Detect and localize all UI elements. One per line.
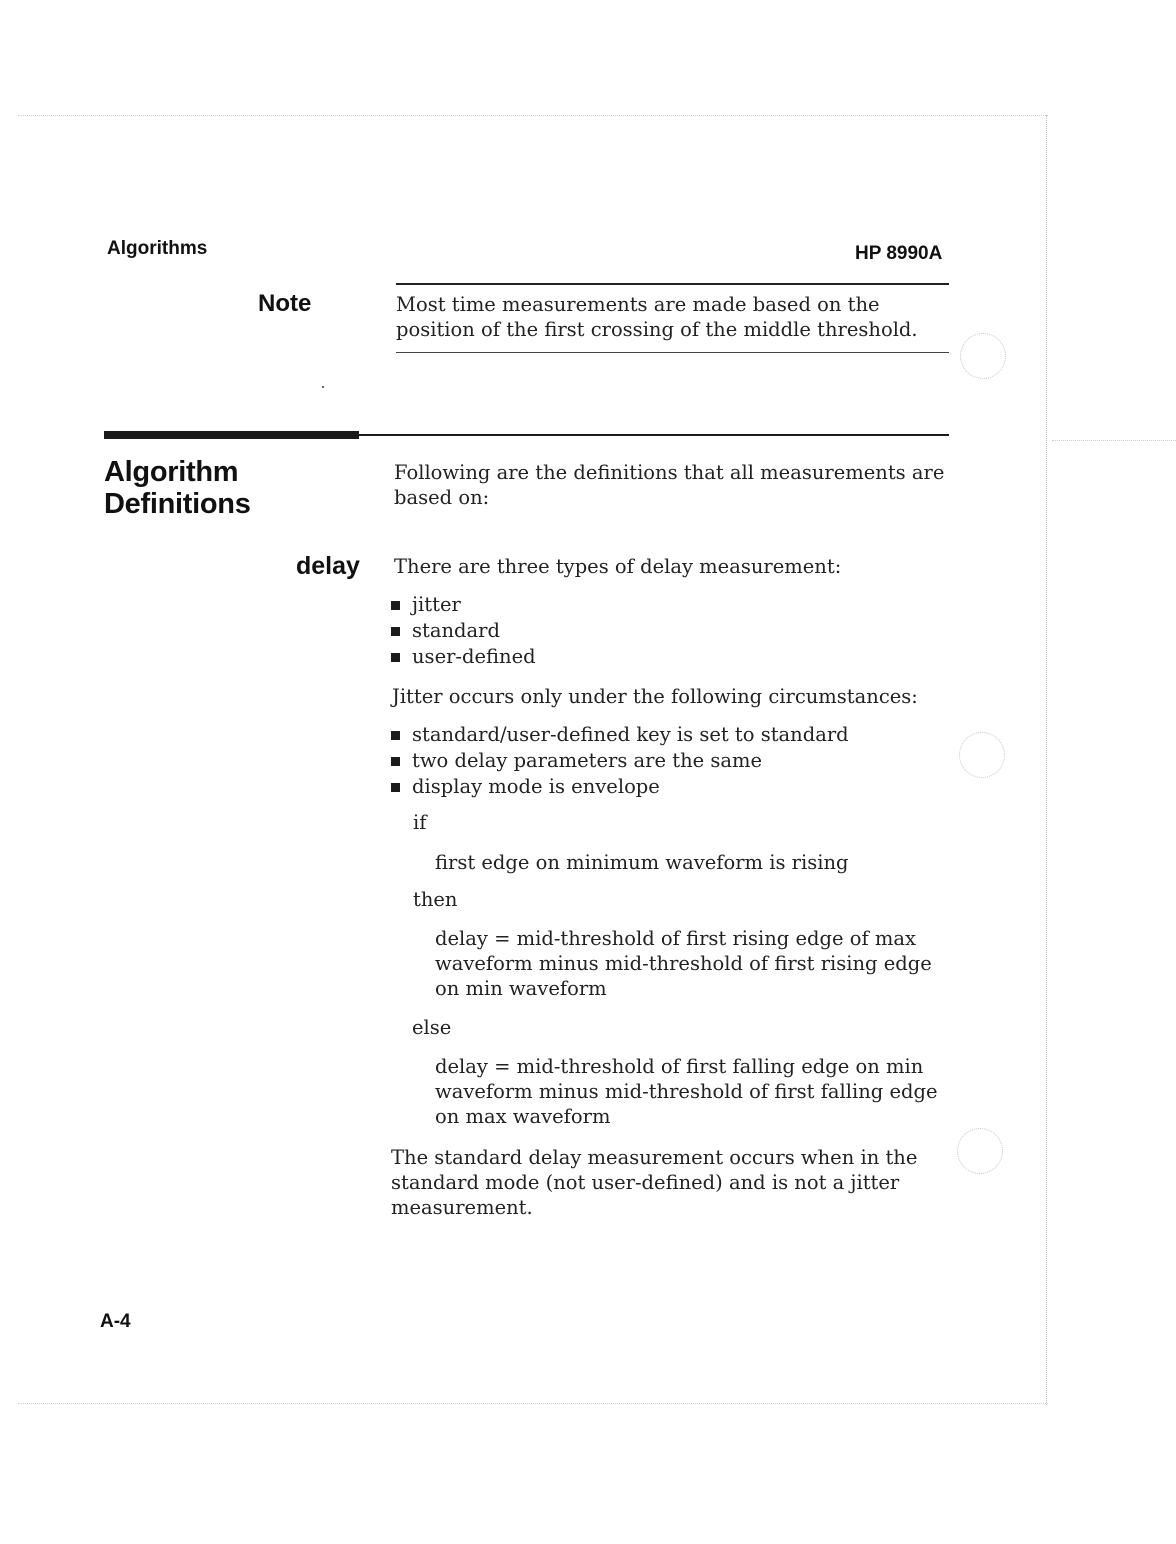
delay-intro: There are three types of delay measurement: [394, 555, 842, 578]
list-item: two delay parameters are the same [390, 748, 849, 774]
list-item: user-defined [390, 644, 536, 670]
bullet-icon [391, 757, 400, 766]
standard-delay-text: The standard delay measurement occurs when in the standard mode (not user-defined) and is not a jitter measurement. [391, 1146, 918, 1219]
section-title [104, 456, 251, 520]
note-rule-bottom [396, 352, 949, 353]
page-number: A-4 [100, 1311, 131, 1332]
page-edge-mark [1052, 440, 1176, 441]
running-header-product: HP 8990A [855, 243, 943, 264]
page-edge-right [1046, 115, 1047, 1405]
bullet-icon [391, 627, 400, 636]
bullet-icon [391, 783, 400, 792]
list-item: standard [390, 618, 536, 644]
jitter-intro: Jitter occurs only under the following circumstances: [392, 685, 918, 708]
bullet-icon [391, 653, 400, 662]
list-item: standard/user-defined key is set to standard [390, 722, 849, 748]
binder-hole [960, 333, 1006, 379]
note-text: Most time measurements are made based on the position of the first crossing of the middle threshold. [396, 293, 918, 341]
else-keyword: else [412, 1016, 452, 1039]
jitter-conditions-list [390, 722, 849, 800]
delay-label: delay [296, 552, 360, 580]
binder-hole [959, 732, 1005, 778]
running-header-section: Algorithms [107, 238, 208, 259]
section-rule-heavy [104, 431, 359, 439]
section-title-line2: Definitions [104, 488, 251, 520]
note-label: Note [258, 290, 312, 317]
then-result: delay = mid-threshold of first rising edge of max waveform minus mid-threshold of first rising edge on min waveform [435, 927, 932, 1000]
binder-hole [957, 1128, 1003, 1174]
section-title-line1: Algorithm [104, 456, 239, 488]
then-keyword: then [413, 888, 458, 911]
list-item: jitter [390, 592, 536, 618]
else-result: delay = mid-threshold of first falling edge on min waveform minus mid-threshold of first falling edge on max waveform [435, 1055, 938, 1128]
bullet-icon [391, 731, 400, 740]
if-condition: first edge on minimum waveform is rising [435, 851, 849, 874]
list-item: display mode is envelope [390, 774, 849, 800]
page-edge-top [18, 115, 1048, 116]
note-rule-top [396, 283, 949, 285]
page-edge-bottom [18, 1403, 1048, 1404]
if-keyword: if [413, 811, 427, 834]
section-intro: Following are the definitions that all measurements are based on: [394, 461, 945, 509]
delay-types-list [390, 592, 536, 670]
bullet-icon [391, 601, 400, 610]
scan-speck [322, 386, 324, 388]
